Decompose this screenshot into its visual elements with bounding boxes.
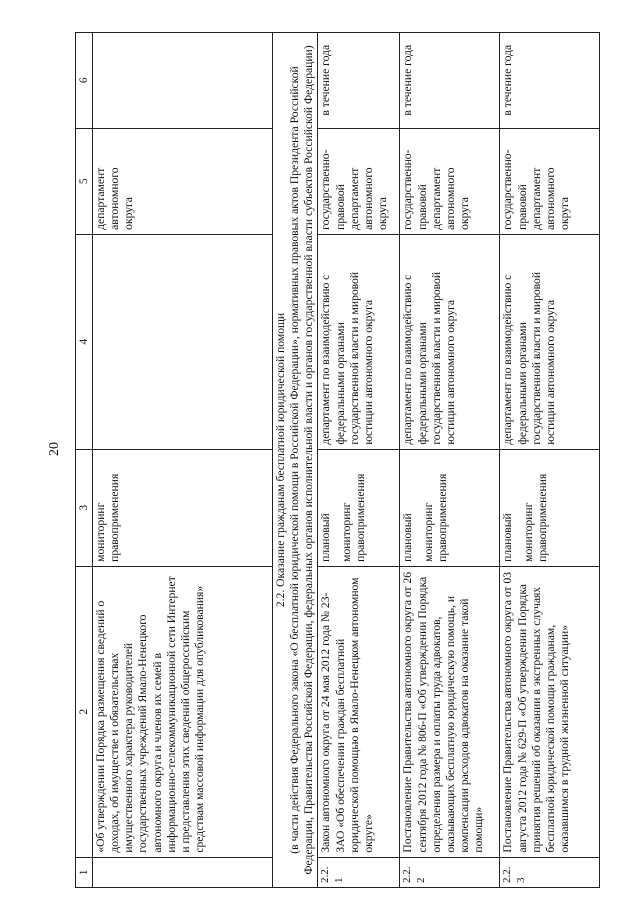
table-row bbox=[318, 33, 400, 888]
monitoring-kind: плановый bbox=[501, 513, 515, 562]
act-name-cell: Постановление Правительства автономного округа от 26 сентября 2012 года № 806-П «Об утверждении Порядка определения размера и оплаты труда адвокатов, оказывающих бесплатную юридическую помощь, и компенсации расходов адвокатов на оказание такой помощи» bbox=[400, 566, 500, 857]
header-cell: 4 bbox=[76, 234, 93, 449]
monitoring-form: мониторинг правоприменения bbox=[421, 473, 449, 562]
deadline-cell: в течение года bbox=[318, 33, 400, 129]
act-name-cell: «Об утверждении Порядка размещения сведений о доходах, об имуществе и обязательствах имущественного характера руководителей государственных учреждений Ямало-Ненецкого автономного округа и членов их семей в информационно-телекоммуникационной сети Интернет и представления этих сведений общероссийским средствам массовой информации для опубликования» bbox=[93, 566, 273, 857]
monitoring-form: мониторинг правоприменения bbox=[521, 473, 549, 562]
monitoring-form: мониторинг правоприменения bbox=[339, 473, 367, 562]
rotated-table-container bbox=[75, 32, 625, 888]
row-number-cell: 2.2.2 bbox=[400, 857, 500, 887]
page-number: 20 bbox=[47, 442, 62, 456]
monitoring-type-cell bbox=[400, 449, 500, 566]
header-cell: 5 bbox=[76, 128, 93, 234]
header-cell: 2 bbox=[76, 566, 93, 857]
monitoring-type-cell bbox=[318, 449, 400, 566]
deadline-cell: в течение года bbox=[500, 33, 600, 129]
table-row bbox=[400, 33, 500, 888]
monitoring-kind: плановый bbox=[401, 513, 415, 562]
section-title: 2.2. Оказание гражданам бесплатной юридической помощи bbox=[274, 312, 288, 608]
responsible-cell: департамент по взаимодействию с федеральными органами государственной власти и мировой юстиции автономного округа bbox=[318, 234, 400, 449]
header-cell: 6 bbox=[76, 33, 93, 129]
section-cell bbox=[273, 33, 318, 888]
act-name-cell: Закон автономного округа от 24 мая 2012 года № 23-ЗАО «Об обеспечении граждан бесплатной юридической помощью в Ямало-Ненецком автономном округе» bbox=[318, 566, 400, 857]
table-row bbox=[500, 33, 600, 888]
header-cell: 3 bbox=[76, 449, 93, 566]
monitoring-type-cell: мониторинг правоприменения bbox=[93, 449, 273, 566]
co-executor-cell: департамент автономного округа bbox=[93, 128, 273, 234]
deadline-cell: в течение года bbox=[400, 33, 500, 129]
table-header-row bbox=[76, 33, 93, 888]
deadline-cell bbox=[93, 33, 273, 129]
row-number-cell: 2.2.3 bbox=[500, 857, 600, 887]
row-number-cell: 2.2.1 bbox=[318, 857, 400, 887]
header-cell: 1 bbox=[76, 857, 93, 887]
monitoring-plan-table bbox=[75, 32, 600, 888]
act-name-cell: Постановление Правительства автономного округа от 03 августа 2012 года № 629-П «Об утверждении Порядка принятия решений об оказании в экстренных случаях бесплатной юридической помощи гражданам, оказавшимся в трудной жизненной ситуации» bbox=[500, 566, 600, 857]
responsible-cell bbox=[93, 234, 273, 449]
co-executor-cell: государственно-правовой департамент автономного округа bbox=[318, 128, 400, 234]
monitoring-type-cell bbox=[500, 449, 600, 566]
co-executor-cell: государственно-правовой департамент автономного округа bbox=[400, 128, 500, 234]
row-number-cell bbox=[93, 857, 273, 887]
co-executor-cell: государственно-правовой департамент автономного округа bbox=[500, 128, 600, 234]
responsible-cell: департамент по взаимодействию с федеральными органами государственной власти и мировой юстиции автономного округа bbox=[500, 234, 600, 449]
table-row bbox=[93, 33, 273, 888]
section-row bbox=[273, 33, 318, 888]
section-description: (в части действия Федерального закона «О бесплатной юридической помощи в Российской Федерации», нормативных правовых актов Президента Российской Федерации, Правительства Российской Федерации, федеральных органов исполнительной власти и органов государственной власти субъектов Российской Федерации) bbox=[288, 45, 316, 875]
monitoring-kind: плановый bbox=[319, 513, 333, 562]
responsible-cell: департамент по взаимодействию с федеральными органами государственной власти и мировой юстиции автономного округа bbox=[400, 234, 500, 449]
